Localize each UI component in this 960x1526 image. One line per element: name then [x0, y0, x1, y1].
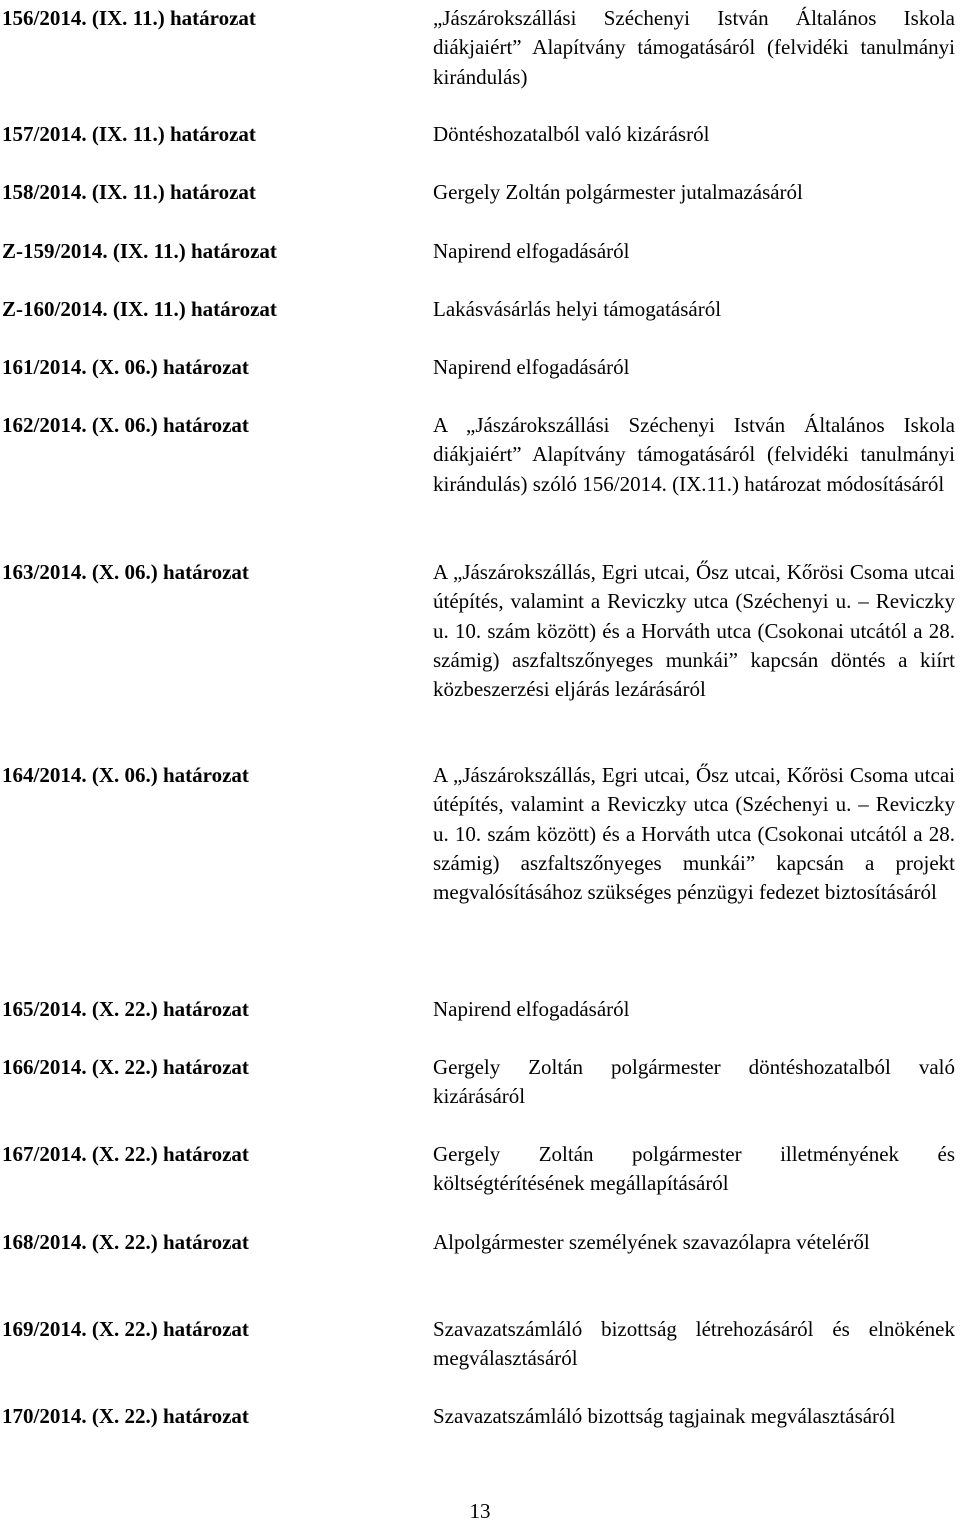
resolution-subject: Gergely Zoltán polgármester döntéshozatalból való kizárásáról [433, 1055, 955, 1109]
resolution-subject: A „Jászárokszállás, Egri utcai, Ősz utcai, Kőrösi Csoma utcai útépítés, valamint a Reviczky utca (Széchenyi u. – Reviczky u. 10. szám között) és a Horváth utca (Csokonai utcától a 28. számig) aszfaltszőnyeges munkái” kapcsán döntés a kiírt közbeszerzési eljárás lezárásáról [433, 560, 955, 702]
resolution-number: Z-159/2014. (IX. 11.) határozat [2, 239, 277, 263]
resolution-subject: Gergely Zoltán polgármester jutalmazásáról [433, 180, 803, 204]
resolution-subject: Szavazatszámláló bizottság tagjainak megválasztásáról [433, 1404, 896, 1428]
resolution-number: 166/2014. (X. 22.) határozat [2, 1055, 249, 1079]
resolution-number: 163/2014. (X. 06.) határozat [2, 560, 249, 584]
resolution-number: 164/2014. (X. 06.) határozat [2, 763, 249, 787]
resolution-number: 157/2014. (IX. 11.) határozat [2, 122, 256, 146]
resolution-number: 161/2014. (X. 06.) határozat [2, 355, 249, 379]
resolution-subject: Szavazatszámláló bizottság létrehozásáról és elnökének megválasztásáról [433, 1317, 955, 1371]
resolution-number: 156/2014. (IX. 11.) határozat [2, 6, 256, 30]
page-number: 13 [469, 1499, 491, 1523]
resolution-subject: Lakásvásárlás helyi támogatásáról [433, 297, 722, 321]
resolution-subject: Napirend elfogadásáról [433, 239, 630, 263]
resolution-number: 168/2014. (X. 22.) határozat [2, 1230, 249, 1254]
resolution-number: 165/2014. (X. 22.) határozat [2, 997, 249, 1021]
resolution-number: 170/2014. (X. 22.) határozat [2, 1404, 249, 1428]
resolution-subject: Döntéshozatalból való kizárásról [433, 122, 710, 146]
resolution-subject: A „Jászárokszállási Széchenyi István Általános Iskola diákjaiért” Alapítvány támogatásáról (felvidéki tanulmányi kirándulás) szóló 156/2014. (IX.11.) határozat módosításáról [433, 413, 955, 496]
resolution-subject: Alpolgármester személyének szavazólapra vételéről [433, 1230, 870, 1254]
resolution-subject: Gergely Zoltán polgármester illetményének és költségtérítésének megállapításáról [433, 1142, 955, 1196]
resolution-number: 169/2014. (X. 22.) határozat [2, 1317, 249, 1341]
resolution-number: 167/2014. (X. 22.) határozat [2, 1142, 249, 1166]
resolution-number: Z-160/2014. (IX. 11.) határozat [2, 297, 277, 321]
resolution-subject: „Jászárokszállási Széchenyi István Általános Iskola diákjaiért” Alapítvány támogatásáról (felvidéki tanulmányi kirándulás) [433, 6, 955, 89]
resolution-subject: Napirend elfogadásáról [433, 997, 630, 1021]
resolution-number: 162/2014. (X. 06.) határozat [2, 413, 249, 437]
resolution-subject: A „Jászárokszállás, Egri utcai, Ősz utcai, Kőrösi Csoma utcai útépítés, valamint a Reviczky utca (Széchenyi u. – Reviczky u. 10. szám között) és a Horváth utca (Csokonai utcától a 28. számig) aszfaltszőnyeges munkái” kapcsán a projekt megvalósításához szükséges pénzügyi fedezet biztosításáról [433, 763, 955, 905]
resolution-number: 158/2014. (IX. 11.) határozat [2, 180, 256, 204]
resolution-subject: Napirend elfogadásáról [433, 355, 630, 379]
